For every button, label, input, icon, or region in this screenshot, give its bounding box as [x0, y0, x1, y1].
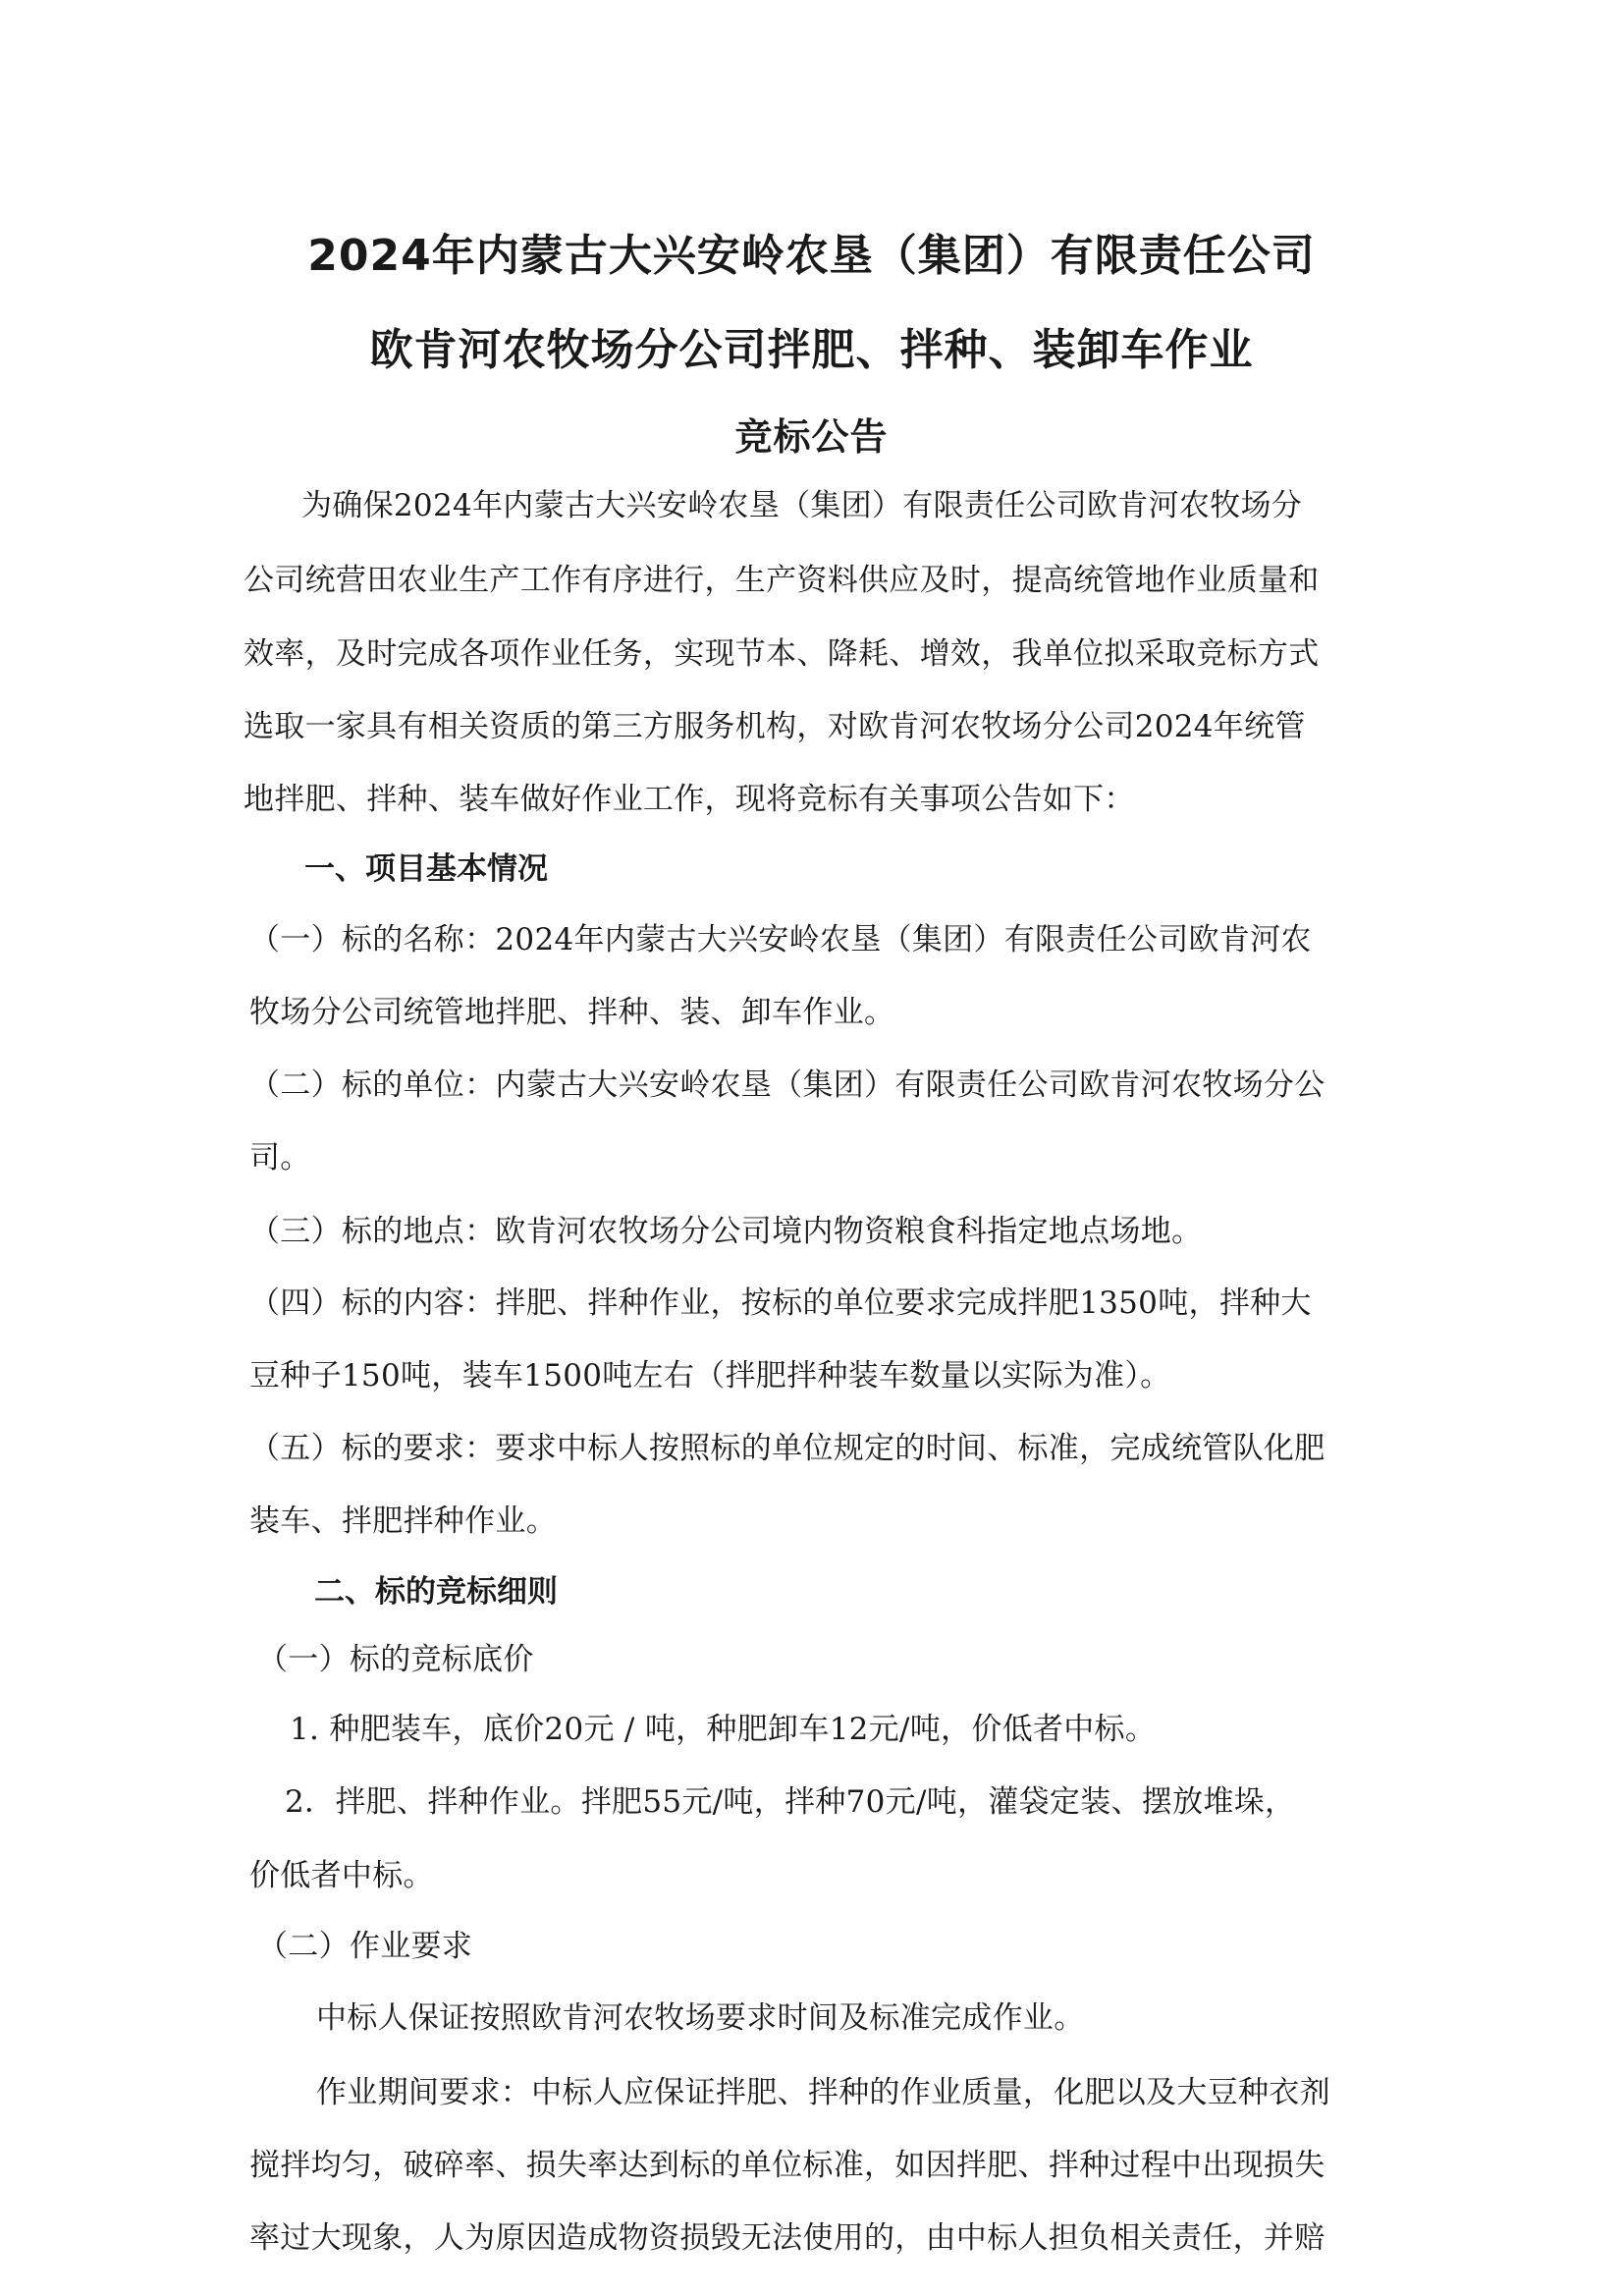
title-line-2: 欧肯河农牧场分公司拌肥、拌种、装卸车作业: [369, 325, 1254, 375]
intro-line: 为确保2024年内蒙古大兴安岭农垦（集团）有限责任公司欧肯河农牧场分: [301, 488, 1303, 523]
item-line: （四）标的内容：拌肥、拌种作业，按标的单位要求完成拌肥1350吨，拌种大: [249, 1285, 1312, 1321]
item-line: （五）标的要求：要求中标人按照标的单位规定的时间、标准，完成统管队化肥: [249, 1431, 1325, 1466]
item-line: 价低者中标。: [249, 1858, 434, 1893]
intro-line: 公司统营田农业生产工作有序进行，生产资料供应及时，提高统管地作业质量和: [243, 563, 1320, 598]
item-line: 1. 种肥装车，底价20元 / 吨，种肥卸车12元/吨，价低者中标。: [290, 1712, 1157, 1747]
item-line: 豆种子150吨，装车1500吨左右（拌肥拌种装车数量以实际为准）。: [249, 1358, 1171, 1394]
section-heading-2: 二、标的竞标细则: [314, 1574, 558, 1610]
intro-line: 效率，及时完成各项作业任务，实现节本、降耗、增效，我单位拟采取竞标方式: [243, 636, 1320, 672]
item-line: 率过大现象，人为原因造成物资损毁无法使用的，由中标人担负相关责任，并赔: [249, 2220, 1325, 2256]
item-line: （一）标的名称：2024年内蒙古大兴安岭农垦（集团）有限责任公司欧肯河农: [249, 922, 1312, 957]
subheading: （二）作业要求: [257, 1929, 473, 1964]
intro-line: 地拌肥、拌种、装车做好作业工作，现将竞标有关事项公告如下：: [243, 782, 1135, 817]
title-line-3: 竞标公告: [734, 415, 889, 459]
subheading: （一）标的竞标底价: [257, 1642, 534, 1677]
item-line: （三）标的地点：欧肯河农牧场分公司境内物资粮食科指定地点场地。: [249, 1214, 1203, 1249]
item-line: 搅拌均匀，破碎率、损失率达到标的单位标准，如因拌肥、拌种过程中出现损失: [249, 2148, 1325, 2183]
title-line-1: 2024年内蒙古大兴安岭农垦（集团）有限责任公司: [307, 231, 1316, 281]
item-line: 中标人保证按照欧肯河农牧场要求时间及标准完成作业。: [316, 2000, 1085, 2036]
section-heading-1: 一、项目基本情况: [304, 851, 548, 887]
item-line: 2．拌肥、拌种作业。拌肥55元/吨，拌种70元/吨，灌袋定装、摆放堆垛，: [285, 1784, 1296, 1820]
item-line: （二）标的单位：内蒙古大兴安岭农垦（集团）有限责任公司欧肯河农牧场分公: [249, 1067, 1325, 1103]
item-line: 司。: [249, 1140, 311, 1175]
intro-line: 选取一家具有相关资质的第三方服务机构，对欧肯河农牧场分公司2024年统管: [243, 709, 1306, 744]
item-line: 牧场分公司统管地拌肥、拌种、装、卸车作业。: [249, 995, 895, 1030]
item-line: 装车、拌肥拌种作业。: [249, 1503, 557, 1539]
item-line: 作业期间要求：中标人应保证拌肥、拌种的作业质量，化肥以及大豆种衣剂: [316, 2075, 1330, 2110]
